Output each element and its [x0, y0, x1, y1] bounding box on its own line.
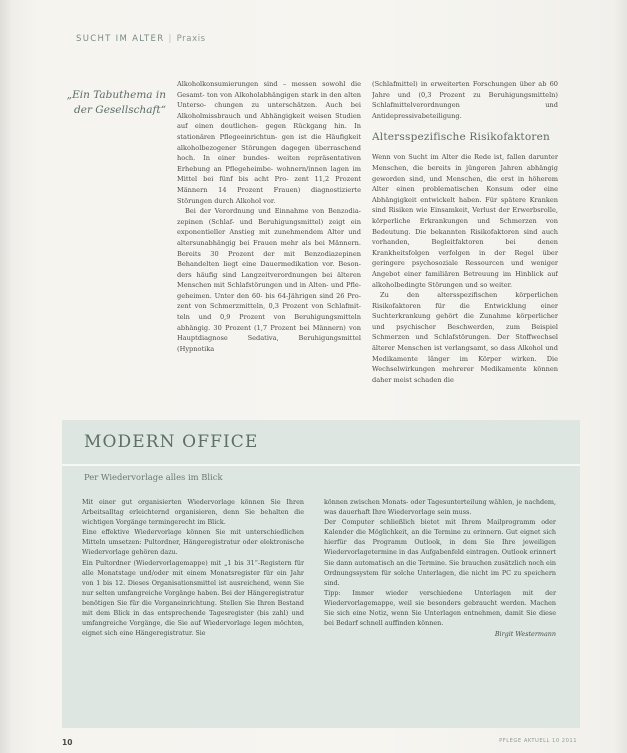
- article-paragraph: Alkoholkonsumierungen sind – messen sowohl die Gesamt- ton von Alkoholabhängigen stark in den alten Unterso- chungen zu unterschätzen. Auch bei Alkoholmissbrauch und Abhängigkeit weisen Studien auf einen deutlichen- gegen Rückgang hin. In stationären Pflegeeinrichtun- gen ist die Häufigkeit alkoholbezogener Störungen dagegen überraschend hoch. In einer bundes- weiten repräsentativen Erhebung an Pflegeheimbe- wohnern/innen lagen im Mittel bei fünf bis acht Pro- zent 11,2 Prozent Männern 14 Prozent Frauen) diagnostizierte Störungen durch Alkohol vor.: [177, 80, 361, 205]
- spine-shadow: [0, 0, 12, 753]
- box-column-right: [324, 497, 556, 639]
- article-paragraph: Bei der Verordnung und Einnahme von Benzodia- zepinen (Schlaf- und Beruhigungsmittel) zeigt ein exponentieller Anstieg mit zunehmendem Alter und altersunabhängig bei Frauen mehr als bei Männern. Bereits 30 Prozent der mit Benzodiazepinen Behandelten liegt eine Dauermedikation vor. Beson- ders häufig sind Langzeitverordnungen bei älteren Menschen mit Schlafstörungen und in Alten- und Pfle- geheimen. Unter den 60- bis 64-Jährigen sind 26 Pro- zent von Schmerzmitteln, 0,3 Prozent von Schlafmit- teln und 0,9 Prozent von Beruhigungsmitteln abhängig. 30 Prozent (1,7 Prozent bei Männern) von Hauptdiagnose Sedativa, Beruhigungsmittel (Hypnotika: [177, 207, 361, 353]
- author-signature: Birgit Westermann: [494, 630, 556, 639]
- article-column-middle: [177, 79, 361, 364]
- section-heading: Altersspezifische Risikofaktoren: [372, 131, 550, 144]
- box-column-left: [82, 497, 304, 638]
- box-subtitle: Per Wiedervorlage alles im Blick: [84, 472, 223, 482]
- box-paragraph: Eine effektive Wiedervorlage können Sie mit unterschiedlichen Mitteln umsetzen: Pultordner, Hängeregistratur oder elektronische Wiedervorlage gehören dazu.: [82, 528, 304, 557]
- pull-quote: „Ein Tabuthema in der Gesellschaft“: [66, 89, 166, 116]
- box-paragraph: Der Computer schließlich bietet mit Ihrem Mailprogramm oder Kalender die Möglichkeit, an die Termine zu erinnern. Gut eignet sich hierfür das Programm Outlook, in dem Sie Ihre jeweiligen Wiedervorlagetermine in das Aufgabenfeld eintragen. Outlook erinnert Sie dann automatisch an die Termine. Sie brauchen zusätzlich noch ein Ordnungssystem für solche Unterlagen, die nicht im PC zu speichern sind.: [324, 518, 556, 587]
- box-paragraph: können zwischen Monats- oder Tagesunterteilung wählen, je nachdem, was dauerhaft Ihre Wiedervorlage sein muss.: [324, 498, 556, 517]
- box-paragraph: Tipp: Immer wieder verschiedene Unterlagen mit der Wiedervorlagemappe, weil sie besonders gebraucht werden. Machen Sie sich eine Notiz, wenn Sie Unterlagen entnehmen, damit Sie diese bei Bedarf schnell auffinden können.: [324, 588, 556, 628]
- article-paragraph: Zu den altersspezifischen körperlichen Risikofaktoren für die Entwicklung einer Suchterkrankung gehört die Zunahme körperlicher und psychischer Beschwerden, zum Beispiel Schmerzen und Schlafstörungen. Der Stoffwechsel älterer Menschen ist verlangsamt, so dass Alkohol und Medikamente länger im Körper wirken. Die Wechselwirkungen mehrerer Medikamente können daher meist schaden die: [372, 291, 558, 384]
- page-edge-shadow: [613, 0, 627, 753]
- running-head: [76, 34, 206, 44]
- article-paragraph: (Schlafmittel) in erweiterten Forschungen über ab 60 Jahre und (0,3 Prozent zu Beruhigungsmitteln) Schlafmittelverordnungen und Antidepressivabeteiligung.: [372, 80, 558, 120]
- box-divider: [62, 464, 580, 466]
- modern-office-box: [62, 420, 580, 728]
- running-head-section: Praxis: [176, 34, 206, 44]
- box-paragraph: Mit einer gut organisierten Wiedervorlage können Sie Ihren Arbeitsalltag erleichternd organisieren, denn Sie behalten die wichtigen Vorgänge termingerecht im Blick.: [82, 498, 304, 527]
- running-head-separator: |: [168, 34, 173, 44]
- running-head-title: SUCHT IM ALTER: [76, 34, 165, 44]
- box-paragraph: Ein Pultordner (Wiedervorlagemappe) mit „1 bis 31“-Registern für alle Monatstage und/oder mit einem Monatsregister für ein Jahr von 1 bis 12. Dieses Organisationsmittel ist ausreichend, wenn Sie nur selten umfangreiche Vorgänge haben. Bei der Hängeregistratur benötigen Sie für die Vorganeinrichtung. Stellen Sie Ihren Bestand mit dem Blick in das entsprechende Tagesregister (bis zahl) und umfangreiche Vorgänge, die Sie auf Wiedervorlage legen möchten, eignet sich eine Hängeregistratur. Sie: [82, 558, 304, 638]
- article-paragraph: Wenn von Sucht im Alter die Rede ist, fallen darunter Menschen, die bereits in jüngeren Jahren abhängig geworden sind, und Menschen, die erst in höherem Alter einen problematischen Konsum oder eine Abhängigkeit entwickelt haben. Für spätere Kranken sind Risiken wie Einsamkeit, Verlust der Erwerbsrolle, körperliche Erkrankungen und Schmerzen von Bedeutung. Die bekannten Risikofaktoren sind auch vorhanden, Begleitfaktoren bei denen Krankheitsfolgen verfolgen in der Regel über geringere psychosoziale Ressourcen und weniger Angebot einer familiären Betreuung im Hinblick auf alkoholbedingte Störungen und so weiter.: [372, 153, 558, 289]
- box-title: MODERN OFFICE: [84, 432, 259, 452]
- article-column-right: [372, 79, 558, 409]
- page-number: 10: [62, 738, 73, 747]
- publication-footer: PFLEGE AKTUELL 10 2011: [499, 738, 577, 744]
